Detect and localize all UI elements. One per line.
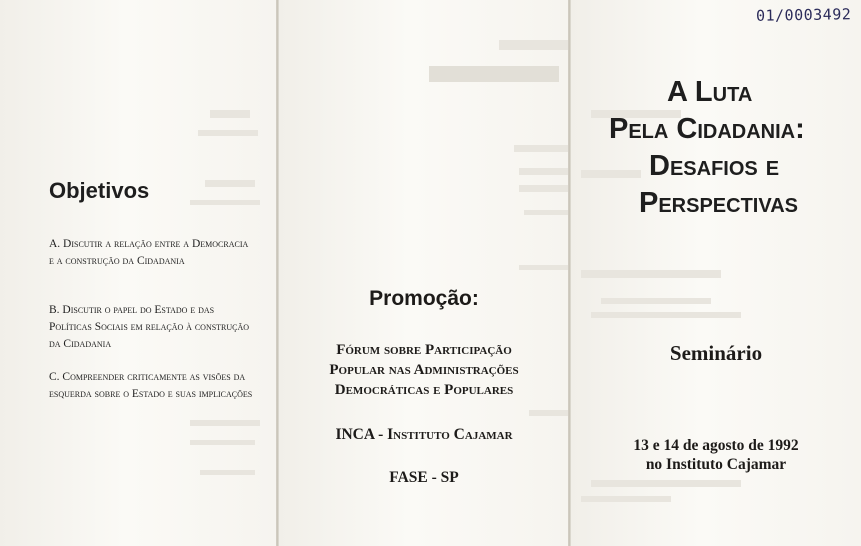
promoter-fase: FASE - SP [389,469,459,486]
left-panel [0,0,277,546]
show-through-text [524,210,569,215]
objectives-title: Objetivos [49,178,150,203]
archive-number-stamp: 01/0003492 [755,5,852,25]
show-through-text [190,440,255,445]
show-through-text [519,168,569,175]
title-line: Perspectivas [639,187,799,219]
show-through-text [519,265,569,270]
show-through-text [514,145,569,152]
show-through-text [200,470,255,475]
show-through-text [190,420,260,426]
objective-item: A. Discutir a relação entre a Democracia e a construção da Cidadania [49,238,249,267]
show-through-text [581,270,721,278]
show-through-text [429,66,559,82]
promoter-inca: INCA - Instituto Cajamar [335,426,513,443]
middle-panel [279,0,569,546]
event-dates [571,436,861,474]
objective-item: C. Compreender criticamente as visões da esquerda sobre o Estado e suas implicações [49,371,253,400]
objective-item: B. Discutir o papel do Estado e das Políticas Sociais em relação à construção da Cidadania [49,304,250,350]
show-through-text [581,496,671,502]
show-through-text [529,410,569,416]
main-title [601,74,851,222]
show-through-text [190,200,260,205]
show-through-text [601,298,711,304]
event-location-line: no Instituto Cajamar [645,456,787,473]
promoter-forum-line: Popular nas Administrações [329,362,519,378]
promoter-forum [289,340,559,400]
promoter-forum-line: Fórum sobre Participação [336,342,512,358]
show-through-text [519,185,569,192]
promotion-title: Promoção: [369,287,479,310]
title-line: A Luta [667,76,753,108]
show-through-text [499,40,569,50]
cover-panel [571,0,861,546]
event-dates-line: 13 e 14 de agosto de 1992 [633,437,799,454]
event-type: Seminário [669,341,763,365]
title-line: Pela Cidadania: [609,113,805,145]
show-through-text [591,480,741,487]
show-through-text [210,110,250,118]
show-through-text [205,180,255,187]
show-through-text [198,130,258,136]
show-through-text [591,312,741,318]
title-line: Desafios e [649,150,780,182]
promoter-forum-line: Democráticas e Populares [334,382,514,398]
